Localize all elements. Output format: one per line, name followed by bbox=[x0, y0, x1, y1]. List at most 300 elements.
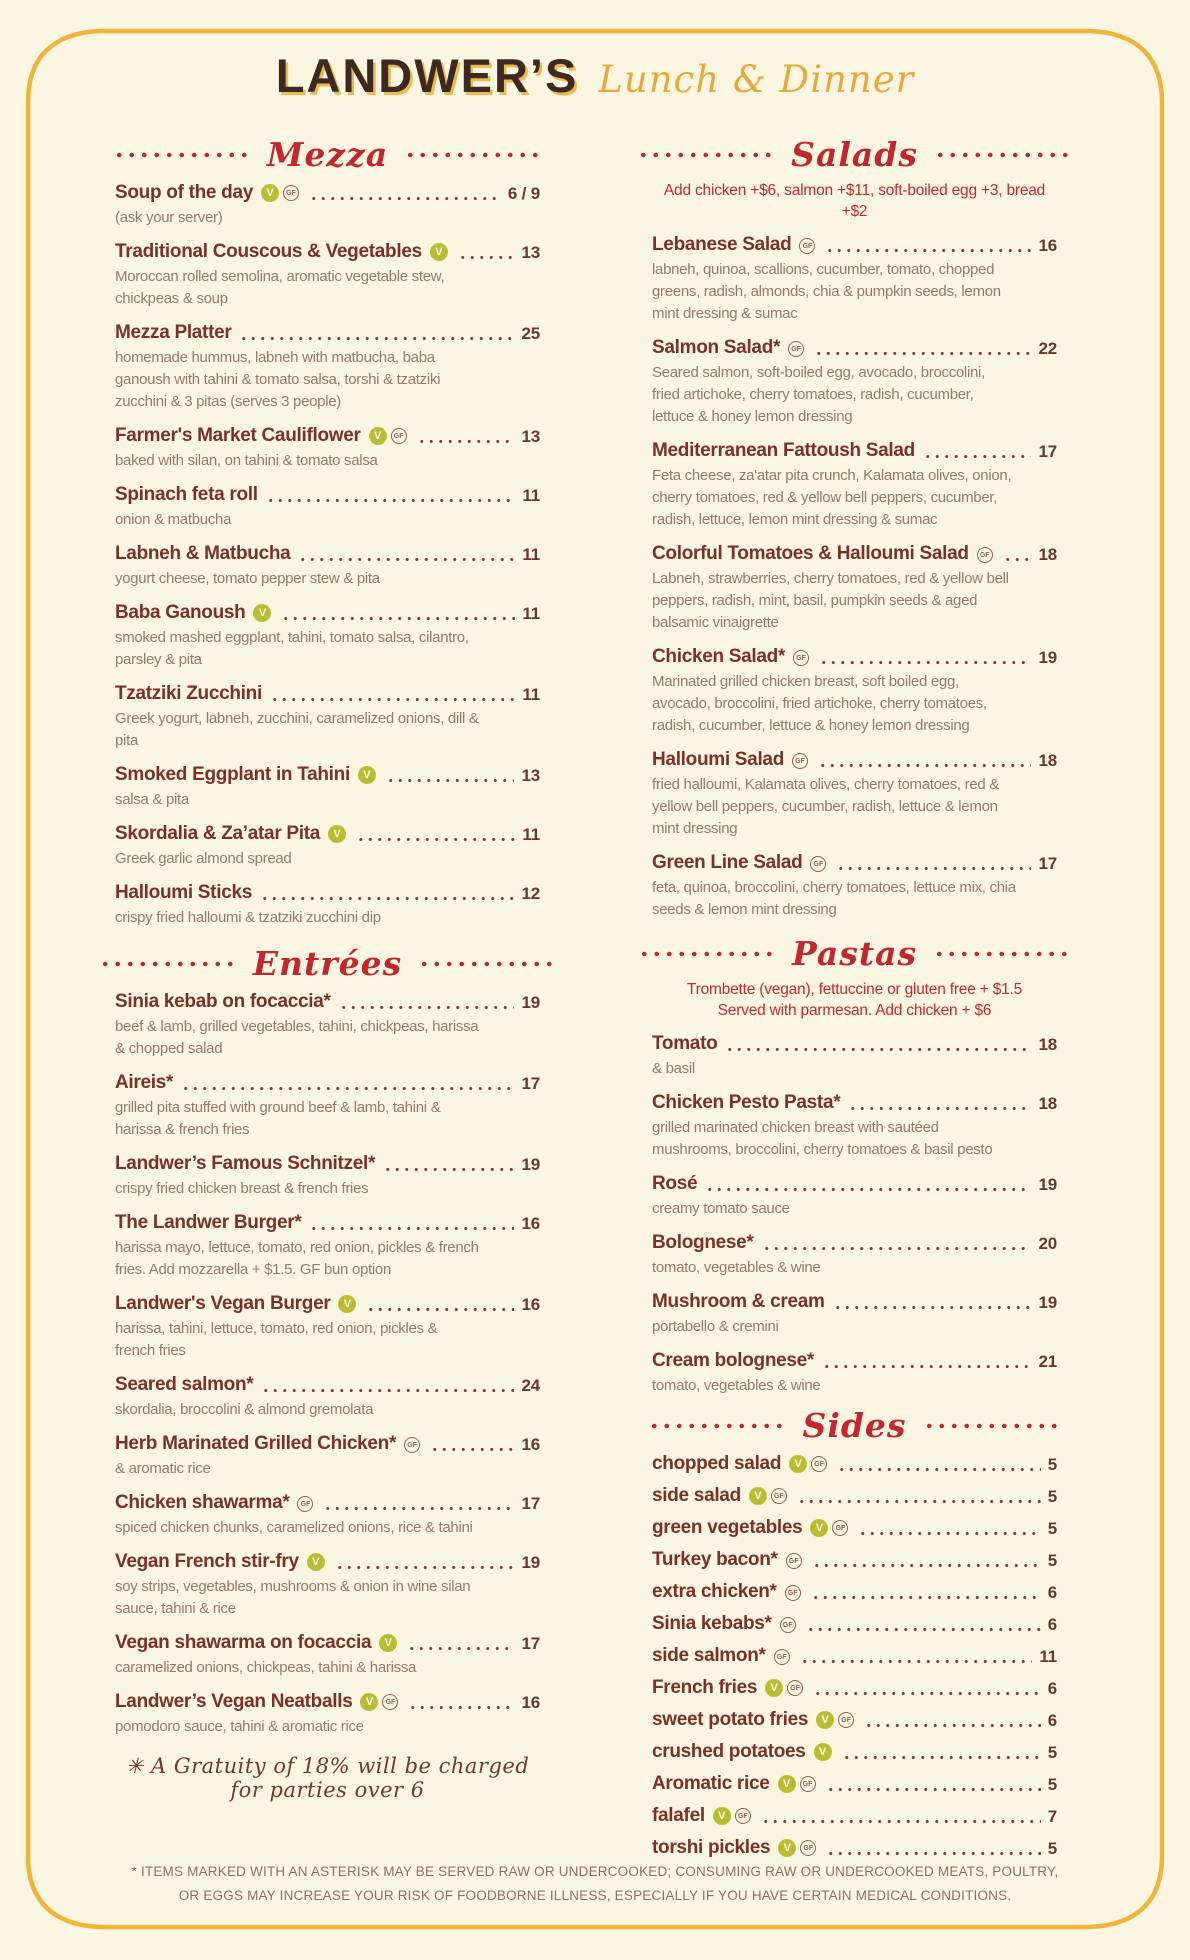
dietary-badges bbox=[338, 1295, 356, 1313]
vegan-icon: V bbox=[789, 1455, 807, 1473]
item-price: 13 bbox=[521, 427, 540, 446]
menu-item bbox=[652, 747, 1057, 840]
left-column bbox=[115, 136, 540, 1802]
dotted-leader bbox=[270, 697, 516, 702]
item-description: Seared salmon, soft-boiled egg, avocado, broccolini, fried artichoke, cherry tomatoes, radish, cucumber, lettuce & honey lemon dressing bbox=[652, 364, 985, 425]
item-description: crispy fried chicken breast & french fries bbox=[115, 1180, 369, 1197]
item-price: 19 bbox=[521, 1553, 540, 1572]
dietary-badges bbox=[749, 1487, 787, 1505]
item-price: 5 bbox=[1047, 1551, 1057, 1570]
dietary-badges bbox=[786, 1553, 802, 1569]
vegan-icon: V bbox=[814, 1743, 832, 1761]
entrees-header bbox=[115, 945, 540, 983]
section-title-salads: Salads bbox=[791, 135, 918, 174]
dotted-leader bbox=[806, 1627, 1041, 1632]
item-name: French fries bbox=[652, 1677, 758, 1698]
item-description: yogurt cheese, tomato pepper stew & pita bbox=[115, 570, 380, 587]
mezza-items bbox=[115, 180, 540, 929]
dotted-leader bbox=[407, 1646, 514, 1651]
vegan-icon: V bbox=[713, 1807, 731, 1825]
gluten-free-icon: GF bbox=[832, 1520, 848, 1536]
item-price: 19 bbox=[521, 1155, 540, 1174]
item-price: 6 / 9 bbox=[507, 184, 540, 203]
dotted-leader bbox=[281, 616, 515, 621]
item-description: homemade hummus, labneh with matbucha, baba ganoush with tahini & tomato salsa, torshi & tzatziki zucchini & 3 pitas (serves 3 people) bbox=[115, 349, 441, 410]
item-name: The Landwer Burger* bbox=[115, 1212, 302, 1233]
dietary-badges bbox=[816, 1711, 854, 1729]
item-price: 6 bbox=[1047, 1679, 1057, 1698]
item-price: 18 bbox=[1038, 1035, 1057, 1054]
item-price: 17 bbox=[1038, 854, 1057, 873]
dotted-leader bbox=[842, 1755, 1041, 1760]
salads-header bbox=[652, 136, 1057, 174]
item-description: tomato, vegetables & wine bbox=[652, 1377, 821, 1394]
item-name: falafel bbox=[652, 1805, 705, 1826]
dietary-badges bbox=[792, 753, 808, 769]
raw-food-disclaimer bbox=[0, 1860, 1190, 1908]
dotted-leader bbox=[858, 1531, 1040, 1536]
vegan-icon: V bbox=[328, 825, 346, 843]
menu-item bbox=[115, 320, 540, 413]
menu-item bbox=[652, 1483, 1057, 1509]
gluten-free-icon: GF bbox=[788, 341, 804, 357]
item-name: Landwer's Vegan Burger bbox=[115, 1293, 331, 1314]
menu-item bbox=[115, 1070, 540, 1141]
dotted-leader bbox=[366, 1307, 514, 1312]
dietary-badges bbox=[713, 1807, 751, 1825]
menu-item bbox=[652, 1803, 1057, 1829]
gluten-free-icon: GF bbox=[283, 185, 299, 201]
dotted-leader bbox=[761, 1819, 1041, 1824]
dotted-leader bbox=[762, 1246, 1032, 1251]
sides-items bbox=[652, 1451, 1057, 1861]
menu-item bbox=[652, 1451, 1057, 1477]
item-name: Cream bolognese* bbox=[652, 1350, 815, 1371]
salads-items bbox=[652, 232, 1057, 921]
section-title-sides: Sides bbox=[802, 1406, 907, 1445]
dotted-leader bbox=[386, 778, 515, 783]
item-price: 11 bbox=[522, 825, 540, 844]
dotted-leader bbox=[266, 498, 516, 503]
item-name: Halloumi Sticks bbox=[115, 882, 252, 903]
item-description: tomato, vegetables & wine bbox=[652, 1259, 821, 1276]
menu-item bbox=[652, 438, 1057, 531]
dietary-badges bbox=[789, 1455, 827, 1473]
item-price: 16 bbox=[1038, 236, 1057, 255]
dietary-badges bbox=[379, 1634, 397, 1652]
dotted-leader bbox=[923, 454, 1032, 459]
section-mezza bbox=[115, 136, 540, 929]
section-title-entrees: Entrées bbox=[252, 944, 403, 983]
item-price: 24 bbox=[521, 1376, 540, 1395]
menu-item bbox=[652, 232, 1057, 325]
item-description: Moroccan rolled semolina, aromatic vegetable stew, chickpeas & soup bbox=[115, 268, 445, 307]
item-price: 16 bbox=[521, 1693, 540, 1712]
item-description: labneh, quinoa, scallions, cucumber, tomato, chopped greens, radish, almonds, chia & pumpkin seeds, lemon mint dressing & sumac bbox=[652, 261, 1001, 322]
salads-addons-note: Add chicken +$6, salmon +$11, soft-boiled egg +3, bread +$2 bbox=[663, 182, 1046, 220]
menu-item bbox=[115, 600, 540, 671]
dietary-badges bbox=[430, 243, 448, 261]
item-price: 18 bbox=[1038, 545, 1057, 564]
item-price: 17 bbox=[1038, 442, 1057, 461]
item-name: side salad bbox=[652, 1485, 741, 1506]
mezza-header bbox=[115, 136, 540, 174]
gluten-free-icon: GF bbox=[800, 1840, 816, 1856]
menu-item bbox=[652, 644, 1057, 737]
menu-item bbox=[115, 423, 540, 472]
menu-item bbox=[652, 1090, 1057, 1161]
vegan-icon: V bbox=[360, 1693, 378, 1711]
dotted-leader bbox=[826, 1787, 1041, 1792]
section-salads bbox=[652, 136, 1057, 921]
gratuity-note: ✳ A Gratuity of 18% will be charged for parties over 6 bbox=[125, 1754, 530, 1802]
item-description: baked with silan, on tahini & tomato salsa bbox=[115, 452, 378, 469]
item-description: portabello & cremini bbox=[652, 1318, 779, 1335]
dietary-badges bbox=[328, 825, 346, 843]
dietary-badges bbox=[261, 184, 299, 202]
item-description: skordalia, broccolini & almond gremolata bbox=[115, 1401, 374, 1418]
item-price: 5 bbox=[1047, 1487, 1057, 1506]
vegan-icon: V bbox=[430, 243, 448, 261]
item-price: 25 bbox=[521, 324, 540, 343]
item-name: Vegan shawarma on focaccia bbox=[115, 1632, 372, 1653]
item-price: 22 bbox=[1038, 339, 1057, 358]
dotted-leader bbox=[705, 1187, 1031, 1192]
menu-item bbox=[115, 821, 540, 870]
gluten-free-icon: GF bbox=[787, 1680, 803, 1696]
item-price: 5 bbox=[1047, 1519, 1057, 1538]
pastas-header bbox=[652, 935, 1057, 973]
dotted-leader bbox=[825, 248, 1031, 253]
dotted-leader bbox=[1003, 557, 1032, 562]
item-description: caramelized onions, chickpeas, tahini & harissa bbox=[115, 1659, 417, 1676]
menu-item bbox=[115, 239, 540, 310]
dotted-leader bbox=[811, 1595, 1041, 1600]
item-price: 11 bbox=[522, 685, 540, 704]
item-description: Marinated grilled chicken breast, soft boiled egg, avocado, broccolini, fried artichoke, cherry tomatoes, radish, cucumber, lettuce & honey lemon dressing bbox=[652, 673, 987, 734]
gluten-free-icon: GF bbox=[800, 1776, 816, 1792]
menu-item bbox=[115, 1210, 540, 1281]
pastas-options-line1: Trombette (vegan), fettuccine or gluten free + $1.5 bbox=[686, 981, 1023, 998]
item-name: Labneh & Matbucha bbox=[115, 543, 291, 564]
item-description: Feta cheese, za'atar pita crunch, Kalamata olives, onion, cherry tomatoes, red & yellow bell peppers, cucumber, radish, lettuce, lemon mint dressing & sumac bbox=[652, 467, 1012, 528]
disclaimer-line2: OR EGGS MAY INCREASE YOUR RISK OF FOODBORNE ILLNESS, ESPECIALLY IF YOU HAVE CERTAIN MEDICAL CONDITIONS. bbox=[178, 1888, 1012, 1903]
item-name: Landwer’s Famous Schnitzel* bbox=[115, 1153, 376, 1174]
menu-item bbox=[652, 1675, 1057, 1701]
gluten-free-icon: GF bbox=[404, 1437, 420, 1453]
item-price: 13 bbox=[521, 766, 540, 785]
menu-item bbox=[652, 1835, 1057, 1861]
item-name: Green Line Salad bbox=[652, 852, 803, 873]
item-name: Halloumi Salad bbox=[652, 749, 785, 770]
vegan-icon: V bbox=[358, 766, 376, 784]
dotted-leader bbox=[822, 1364, 1031, 1369]
item-price: 11 bbox=[522, 604, 540, 623]
item-price: 16 bbox=[521, 1214, 540, 1233]
item-price: 19 bbox=[1038, 1175, 1057, 1194]
menu-item bbox=[652, 1579, 1057, 1605]
item-price: 11 bbox=[522, 545, 540, 564]
dotted-divider bbox=[933, 951, 1071, 957]
dotted-leader bbox=[261, 1388, 514, 1393]
dotted-leader bbox=[408, 1705, 514, 1710]
menu-item bbox=[652, 335, 1057, 428]
disclaimer-line1: * ITEMS MARKED WITH AN ASTERISK MAY BE SERVED RAW OR UNDERCOOKED; CONSUMING RAW OR UNDERCOOKED MEATS, POULTRY, bbox=[131, 1864, 1059, 1879]
menu-item bbox=[652, 850, 1057, 921]
item-name: Vegan French stir-fry bbox=[115, 1551, 299, 1572]
item-price: 11 bbox=[1039, 1647, 1057, 1666]
dotted-divider bbox=[934, 152, 1072, 158]
dotted-divider bbox=[113, 152, 251, 158]
menu-item bbox=[652, 1031, 1057, 1080]
dotted-leader bbox=[181, 1086, 514, 1091]
item-price: 19 bbox=[521, 993, 540, 1012]
item-description: Greek garlic almond spread bbox=[115, 850, 292, 867]
item-price: 12 bbox=[521, 884, 540, 903]
item-price: 17 bbox=[521, 1494, 540, 1513]
dotted-leader bbox=[812, 1563, 1041, 1568]
vegan-icon: V bbox=[261, 184, 279, 202]
menu-item bbox=[652, 1739, 1057, 1765]
item-description: Labneh, strawberries, cherry tomatoes, red & yellow bell peppers, radish, mint, basil, pumpkin seeds & aged balsamic vinaigrette bbox=[652, 570, 1009, 631]
dotted-leader bbox=[356, 837, 515, 842]
dotted-leader bbox=[239, 336, 514, 341]
vegan-icon: V bbox=[778, 1839, 796, 1857]
menu-item bbox=[115, 1630, 540, 1679]
sides-header bbox=[652, 1407, 1057, 1445]
menu-item bbox=[115, 1151, 540, 1200]
menu-item bbox=[652, 1171, 1057, 1220]
vegan-icon: V bbox=[749, 1487, 767, 1505]
item-name: Soup of the day bbox=[115, 182, 254, 203]
menu-item bbox=[652, 1771, 1057, 1797]
dietary-badges bbox=[358, 766, 376, 784]
item-name: Chicken shawarma* bbox=[115, 1492, 290, 1513]
dotted-divider bbox=[923, 1423, 1061, 1429]
item-name: Aromatic rice bbox=[652, 1773, 770, 1794]
menu-item bbox=[115, 1431, 540, 1480]
section-title-pastas: Pastas bbox=[791, 934, 918, 973]
item-price: 13 bbox=[521, 243, 540, 262]
item-description: & aromatic rice bbox=[115, 1460, 211, 1477]
item-description: soy strips, vegetables, mushrooms & onion in wine silan sauce, tahini & rice bbox=[115, 1578, 471, 1617]
section-title-mezza: Mezza bbox=[266, 135, 389, 174]
pastas-options-line2: Served with parmesan. Add chicken + $6 bbox=[717, 1002, 992, 1019]
item-description: feta, quinoa, broccolini, cherry tomatoes, lettuce mix, chia seeds & lemon mint dressing bbox=[652, 879, 1016, 918]
menu-item bbox=[115, 1689, 540, 1738]
dotted-divider bbox=[418, 961, 556, 967]
menu-item bbox=[652, 1515, 1057, 1541]
restaurant-name: LANDWER’S bbox=[275, 49, 579, 102]
vegan-icon: V bbox=[338, 1295, 356, 1313]
dietary-badges bbox=[810, 1519, 848, 1537]
gluten-free-icon: GF bbox=[811, 1456, 827, 1472]
menu-item bbox=[115, 681, 540, 752]
item-description: crispy fried halloumi & tzatziki zucchini dip bbox=[115, 909, 381, 926]
dotted-divider bbox=[638, 951, 776, 957]
item-price: 5 bbox=[1047, 1743, 1057, 1762]
dietary-badges bbox=[778, 1839, 816, 1857]
dotted-leader bbox=[797, 1499, 1041, 1504]
dietary-badges bbox=[799, 238, 815, 254]
item-name: Salmon Salad* bbox=[652, 337, 781, 358]
dotted-leader bbox=[430, 1447, 514, 1452]
section-sides bbox=[652, 1407, 1057, 1861]
menu-item bbox=[115, 1490, 540, 1539]
item-name: Colorful Tomatoes & Halloumi Salad bbox=[652, 543, 969, 564]
dietary-badges bbox=[810, 856, 826, 872]
item-price: 18 bbox=[1038, 751, 1057, 770]
item-price: 6 bbox=[1047, 1711, 1057, 1730]
dotted-leader bbox=[417, 439, 515, 444]
dotted-leader bbox=[458, 255, 515, 260]
dotted-leader bbox=[836, 866, 1031, 871]
gluten-free-icon: GF bbox=[810, 856, 826, 872]
item-description: spiced chicken chunks, caramelized onions, rice & tahini bbox=[115, 1519, 473, 1536]
dotted-leader bbox=[800, 1659, 1033, 1664]
dotted-leader bbox=[335, 1565, 515, 1570]
dietary-badges bbox=[793, 650, 809, 666]
menu-item bbox=[652, 1230, 1057, 1279]
item-price: 7 bbox=[1047, 1807, 1057, 1826]
item-description: fried halloumi, Kalamata olives, cherry tomatoes, red & yellow bell peppers, cucumber, radish, lettuce & lemon mint dressing bbox=[652, 776, 999, 837]
item-price: 18 bbox=[1038, 1094, 1057, 1113]
item-name: torshi pickles bbox=[652, 1837, 771, 1858]
dotted-leader bbox=[837, 1467, 1041, 1472]
item-description: beef & lamb, grilled vegetables, tahini, chickpeas, harissa & chopped salad bbox=[115, 1018, 479, 1057]
dotted-leader bbox=[833, 1305, 1032, 1310]
dotted-leader bbox=[260, 896, 514, 901]
menu-item bbox=[115, 989, 540, 1060]
item-description: grilled marinated chicken breast with sautéed mushrooms, broccolini, cherry tomatoes & basil pesto bbox=[652, 1119, 993, 1158]
dietary-badges bbox=[369, 427, 407, 445]
item-name: Smoked Eggplant in Tahini bbox=[115, 764, 350, 785]
item-price: 19 bbox=[1038, 648, 1057, 667]
menu-item bbox=[115, 762, 540, 811]
item-name: Aireis* bbox=[115, 1072, 174, 1093]
gluten-free-icon: GF bbox=[774, 1649, 790, 1665]
dotted-leader bbox=[864, 1723, 1041, 1728]
dietary-badges bbox=[778, 1775, 816, 1793]
menu-item bbox=[115, 1291, 540, 1362]
menu-item bbox=[652, 1547, 1057, 1573]
item-name: Turkey bacon* bbox=[652, 1549, 778, 1570]
gluten-free-icon: GF bbox=[793, 650, 809, 666]
item-name: Mediterranean Fattoush Salad bbox=[652, 440, 915, 461]
dotted-leader bbox=[383, 1167, 514, 1172]
item-name: side salmon* bbox=[652, 1645, 766, 1666]
item-name: green vegetables bbox=[652, 1517, 803, 1538]
item-name: Tzatziki Zucchini bbox=[115, 683, 262, 704]
menu-tagline: Lunch & Dinner bbox=[598, 58, 915, 101]
dietary-badges bbox=[297, 1496, 313, 1512]
item-description: (ask your server) bbox=[115, 209, 223, 226]
menu-item bbox=[652, 1707, 1057, 1733]
item-description: grilled pita stuffed with ground beef & lamb, tahini & harissa & french fries bbox=[115, 1099, 441, 1138]
item-description: pomodoro sauce, tahini & aromatic rice bbox=[115, 1718, 364, 1735]
item-price: 16 bbox=[521, 1295, 540, 1314]
dietary-badges bbox=[977, 547, 993, 563]
item-name: extra chicken* bbox=[652, 1581, 777, 1602]
dotted-leader bbox=[309, 1226, 514, 1231]
dotted-divider bbox=[404, 152, 542, 158]
item-name: Sinia kebabs* bbox=[652, 1613, 772, 1634]
dietary-badges bbox=[404, 1437, 420, 1453]
item-price: 5 bbox=[1047, 1455, 1057, 1474]
dotted-divider bbox=[99, 961, 237, 967]
item-name: Lebanese Salad bbox=[652, 234, 792, 255]
vegan-icon: V bbox=[765, 1679, 783, 1697]
item-name: Baba Ganoush bbox=[115, 602, 246, 623]
item-name: crushed potatoes bbox=[652, 1741, 806, 1762]
dietary-badges bbox=[307, 1553, 325, 1571]
item-name: Sinia kebab on focaccia* bbox=[115, 991, 331, 1012]
vegan-icon: V bbox=[253, 604, 271, 622]
dotted-leader bbox=[298, 557, 515, 562]
vegan-icon: V bbox=[379, 1634, 397, 1652]
item-price: 11 bbox=[522, 486, 540, 505]
section-entrees bbox=[115, 945, 540, 1738]
menu-item bbox=[652, 1611, 1057, 1637]
item-description: onion & matbucha bbox=[115, 511, 232, 528]
vegan-icon: V bbox=[810, 1519, 828, 1537]
item-name: Mushroom & cream bbox=[652, 1291, 825, 1312]
gluten-free-icon: GF bbox=[977, 547, 993, 563]
pastas-items bbox=[652, 1031, 1057, 1397]
item-name: Herb Marinated Grilled Chicken* bbox=[115, 1433, 397, 1454]
item-price: 16 bbox=[521, 1435, 540, 1454]
dietary-badges bbox=[788, 341, 804, 357]
vegan-icon: V bbox=[778, 1775, 796, 1793]
item-price: 5 bbox=[1047, 1839, 1057, 1858]
dietary-badges bbox=[785, 1585, 801, 1601]
dotted-leader bbox=[309, 196, 501, 201]
item-name: Chicken Pesto Pasta* bbox=[652, 1092, 841, 1113]
menu-item bbox=[652, 1643, 1057, 1669]
item-price: 17 bbox=[521, 1634, 540, 1653]
item-name: Traditional Couscous & Vegetables bbox=[115, 241, 422, 262]
item-description: harissa mayo, lettuce, tomato, red onion, pickles & french fries. Add mozzarella + $1.5. GF bun option bbox=[115, 1239, 479, 1278]
item-name: Tomato bbox=[652, 1033, 718, 1054]
gluten-free-icon: GF bbox=[780, 1617, 796, 1633]
gluten-free-icon: GF bbox=[799, 238, 815, 254]
item-price: 6 bbox=[1047, 1583, 1057, 1602]
gluten-free-icon: GF bbox=[771, 1488, 787, 1504]
item-price: 17 bbox=[521, 1074, 540, 1093]
vegan-icon: V bbox=[307, 1553, 325, 1571]
item-price: 21 bbox=[1038, 1352, 1057, 1371]
dotted-leader bbox=[725, 1047, 1031, 1052]
dotted-leader bbox=[819, 660, 1031, 665]
item-name: Seared salmon* bbox=[115, 1374, 254, 1395]
page-header bbox=[0, 48, 1190, 103]
dotted-leader bbox=[814, 351, 1031, 356]
item-name: sweet potato fries bbox=[652, 1709, 809, 1730]
dotted-leader bbox=[826, 1851, 1040, 1856]
entrees-items bbox=[115, 989, 540, 1738]
dietary-badges bbox=[814, 1743, 832, 1761]
item-price: 6 bbox=[1047, 1615, 1057, 1634]
dotted-leader bbox=[818, 763, 1031, 768]
vegan-icon: V bbox=[816, 1711, 834, 1729]
item-price: 5 bbox=[1047, 1775, 1057, 1794]
item-description: salsa & pita bbox=[115, 791, 189, 808]
item-name: Farmer's Market Cauliflower bbox=[115, 425, 361, 446]
item-price: 20 bbox=[1038, 1234, 1057, 1253]
menu-item bbox=[115, 880, 540, 929]
menu-item bbox=[115, 541, 540, 590]
dotted-divider bbox=[648, 1423, 786, 1429]
